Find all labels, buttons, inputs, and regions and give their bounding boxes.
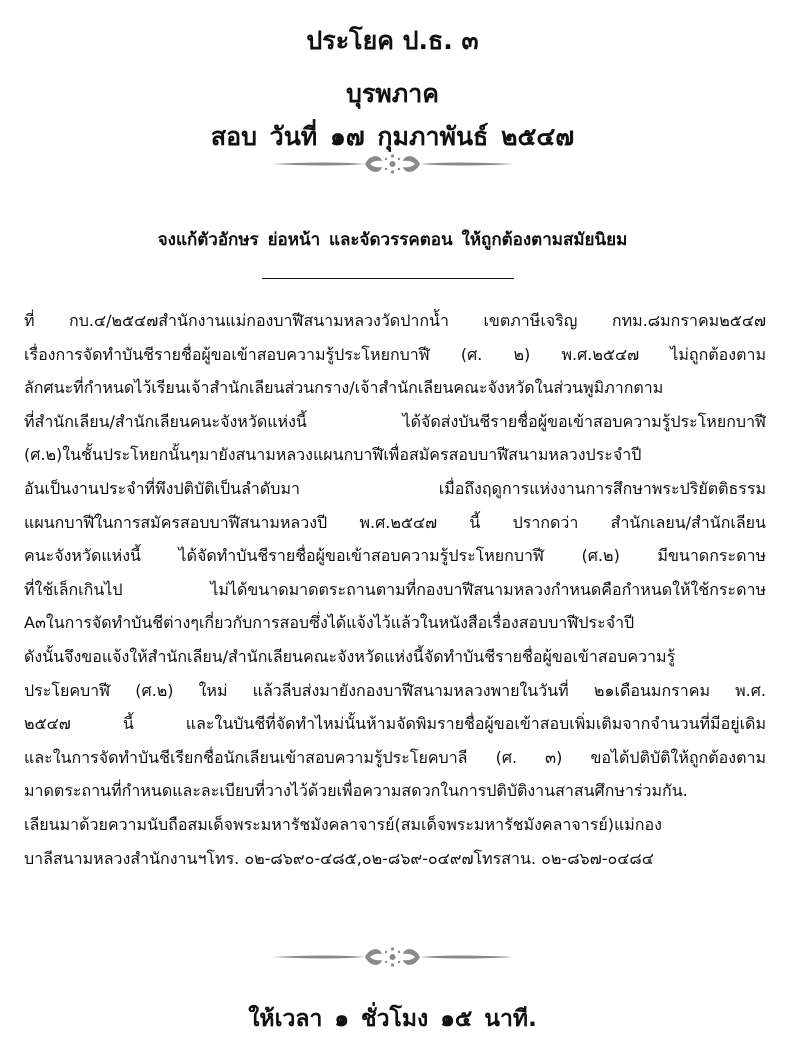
passage-line: มาดตระถานที่กำหนดและละเบียบที่วางไว้ด้วยเพื่อความสดวกในการปติบัติงานสาสนศึกษาร่วมกัน.	[24, 781, 688, 801]
time-allowed: ให้เวลา ๑ ชั่วโมง ๑๕ นาที.	[248, 1006, 537, 1032]
exam-section-title: บุรพภาค	[345, 79, 440, 108]
instruction-underline	[262, 278, 514, 279]
passage-line: อันเป็นงานประจำที่พึงปติบัติเป็นลำดับมา เมื่อถึงฤดูการแห่งงานการสึกษาพระปริยัตติธรรม	[24, 478, 766, 498]
floral-divider-icon	[270, 945, 515, 969]
passage-line: (ศ.๒)ในชั้นประโหยกนั้นๆมายังสนามหลวงแผนกบาฬีเพื่อสมัครสอบบาฬีสนามหลวงประจำปี	[24, 445, 642, 465]
passage-line: ที่สำนักเลียน/สำนักเลียนคนะจังหวัดแห่งนี้ ได้จัดส่งบันชีรายชื่อผู้ขอเข้าสอบความรู้ประโหยกบาฬี	[24, 411, 766, 431]
exam-instruction: จงแก้ตัวอักษร ย่อหน้า และจัดวรรคตอน ให้ถูกต้องตามสมัยนิยม	[157, 230, 628, 250]
exam-passage	[24, 304, 766, 875]
passage-line: บาลีสนามหลวงสำนักงานฯโทร. ๐๒-๘๖๙๐-๔๘๕,๐๒-๘๖๙-๐๔๙๗โทรสาน. ๐๒-๘๖๗-๐๔๘๔	[24, 848, 654, 868]
passage-line: ที่ใช้เล็กเกินไป ไม่ได้ขนาดมาดตระถานตามที่กองบาฬีสนามหลวงกำหนดคือกำหนดให้ใช้กระดาษ	[24, 579, 766, 599]
passage-line: คนะจังหวัดแห่งนี้ ได้จัดทำบันชีรายชื่อผู้ขอเข้าสอบความรู้ประโหยกบาฬี (ศ.๒) มีขนาดกระดาษ	[24, 546, 766, 566]
passage-line: แผนกบาฬีในการสมัครสอบบาฬีสนามหลวงปี พ.ศ.๒๕๔๗ นี้ ปรากดว่า สำนักเลยน/สำนักเลียน	[24, 512, 766, 532]
passage-line: ที่ กบ.๔/๒๕๔๗สำนักงานแม่กองบาฬีสนามหลวงวัดปากน้ำ เขตภาษีเจริญ กทม.๘มกราคม๒๕๔๗	[24, 311, 766, 330]
passage-line: ประโยคบาฬี (ศ.๒) ใหม่ แล้วลีบส่งมายังกองบาฬีสนามหลวงพายในวันที่ ๒๑เดือนมกราคม พ.ศ.	[24, 680, 766, 700]
passage-line: เลียนมาด้วยความนับถือสมเด็จพระมหารัชมังคลาจารย์(สมเด็จพระมหารัชมังคลาจารย์)แม่กอง	[24, 814, 662, 834]
exam-date: สอบ วันที่ ๑๗ กุมภาพันธ์ ๒๕๔๗	[210, 122, 575, 151]
passage-line: และในการจัดทำบันชีเรียกชื่อนักเลียนเข้าสอบความรู้ประโยคบาลี (ศ. ๓) ขอได้ปติบัติให้ถูกต้องตาม	[24, 747, 766, 767]
passage-line: เรื่องการจัดทำบันชีรายชื่อผู้ขอเข้าสอบความรู้ประโหยกบาฬี (ศ. ๒) พ.ศ.๒๕๔๗ ไม่ถูกต้องตาม	[24, 344, 766, 364]
floral-divider-icon	[270, 152, 515, 176]
exam-level-title: ประโยค ป.ธ. ๓	[306, 26, 479, 55]
passage-line: ดังนั้นจึงขอแจ้งให้สำนักเลียน/สำนักเลียนคณะจังหวัดแห่งนี้จัดทำบันชีรายชื่อผู้ขอเข้าสอบความรู้	[24, 646, 676, 666]
passage-line: A๓ในการจัดทำบันชีต่างๆเกี่ยวกับการสอบซึ่งได้แจ้งไว้แล้วในหนังสือเรื่องสอบบาฬีประจำปี	[24, 613, 635, 633]
passage-line: ๒๕๔๗ นี้ และในบันชีที่จัดทำไหม่นั้นห้ามจัดพิมรายชื่อผู้ขอเข้าสอบเพิ่มเติมจากจำนวนที่มีอยู่เดิม	[24, 714, 766, 734]
passage-line: ลักศนะที่กำหนดไว้เรียนเจ้าสำนักเลียนส่วนกราง/เจ้าสำนักเลียนคณะจังหวัดในส่วนพูมิภากตาม	[24, 378, 664, 398]
